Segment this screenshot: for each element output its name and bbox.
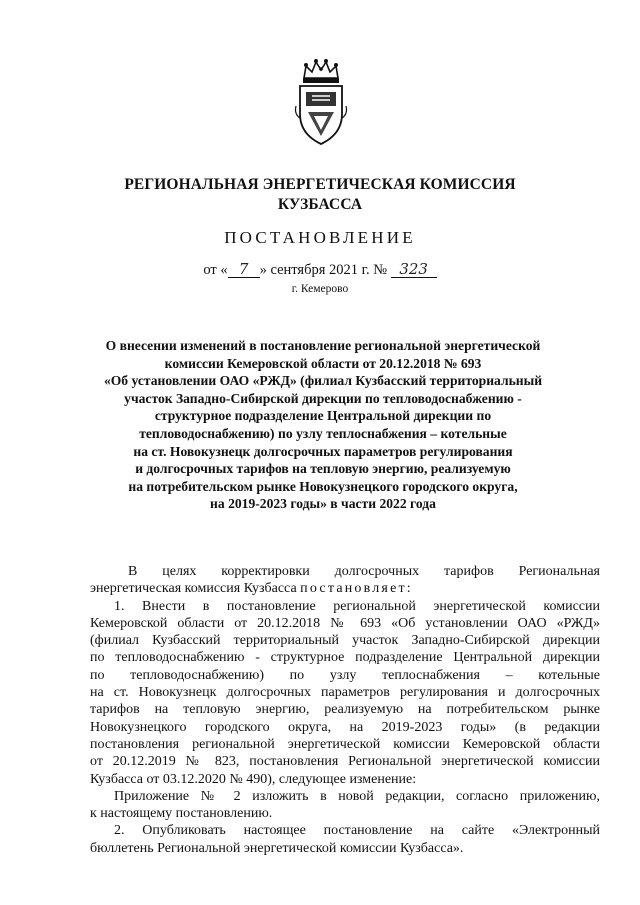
paragraph-1-line: по тепловодоснабжению - структурное подразделение Центральной дирекции	[90, 650, 600, 666]
org-line-2: КУЗБАССА	[277, 196, 363, 213]
subject-line: на потребительском рынке Новокузнецкого городского округа,	[128, 478, 518, 494]
kuzbass-coat-of-arms-icon	[292, 56, 350, 152]
paragraph-2-line: 2. Опубликовать настоящее постановление на сайте «Электронный	[114, 823, 600, 839]
paragraph-1-line: Кемеровской области от 20.12.2018 № 693 «Об установлении ОАО «РЖД»	[90, 615, 600, 631]
paragraph-1-line: 1. Внести в постановление региональной энергетической комиссии	[114, 598, 600, 614]
subject-line: структурное подразделение Центральной дирекции по	[154, 408, 492, 424]
paragraph-1-line: Новокузнецкого городского округа, на 2019-2023 годы» (в редакции	[90, 719, 600, 735]
paragraph-1-sub-line: Приложение № 2 изложить в новой редакции, согласно приложению,	[114, 788, 600, 804]
intro-line: В целях корректировки долгосрочных тарифов Региональная	[128, 564, 600, 579]
handwritten-day: 7	[228, 262, 260, 278]
intro-line-2	[90, 580, 600, 597]
subject-line: на 2019-2023 годы» в части 2022 года	[210, 496, 436, 512]
org-line-1: РЕГИОНАЛЬНАЯ ЭНЕРГЕТИЧЕСКАЯ КОМИССИЯ	[124, 176, 516, 193]
organization-title	[120, 175, 520, 215]
paragraph-1-line: на ст. Новокузнецк долгосрочных параметров регулирования и долгосрочных	[90, 685, 600, 701]
subject-line: О внесении изменений в постановление региональной энергетической	[105, 338, 541, 353]
subject-line: участок Западно-Сибирской дирекции по тепловодоснабжению -	[124, 390, 522, 406]
date-prefix: от «	[203, 262, 228, 278]
subject-line: и долгосрочных тарифов на тепловую энергию, реализуемую	[135, 461, 511, 477]
date-mid: » сентября 2021 г. №	[259, 262, 388, 278]
document-subject	[84, 337, 562, 513]
document-type: ПОСТАНОВЛЕНИЕ	[224, 228, 416, 247]
paragraph-1-line: постановления региональной энергетической комиссии Кемеровской области	[90, 736, 600, 752]
intro-text: энергетическая комиссия Кузбасса	[90, 581, 297, 597]
paragraph-1-line: Кузбасса от 03.12.2020 № 490), следующее изменение:	[90, 771, 417, 787]
document-body	[90, 563, 600, 857]
decree-word: постановляет:	[300, 581, 413, 597]
paragraph-1-line: тарифов на тепловую энергию, реализуемую на потребительском рынке	[90, 702, 600, 718]
subject-line: комиссии Кемеровской области от 20.12.2018 № 693	[164, 355, 482, 371]
paragraph-2-line: бюллетень Региональной энергетической комиссии Кузбасса».	[90, 840, 464, 856]
date-line	[120, 262, 520, 279]
paragraph-1-line: (филиал Кузбасский территориальный участок Западно-Сибирской дирекции	[90, 633, 600, 649]
subject-line: «Об установлении ОАО «РЖД» (филиал Кузбасский территориальный	[103, 373, 543, 389]
handwritten-doc-number: 323	[391, 262, 437, 278]
subject-line: на ст. Новокузнецк долгосрочных параметров регулирования	[133, 443, 513, 459]
paragraph-1-line: от 20.12.2019 № 823, постановления Региональной энергетической комиссии	[90, 754, 600, 770]
city: г. Кемерово	[291, 283, 349, 295]
paragraph-1-line: по тепловодоснабжению) по узлу теплоснабжения – котельные	[90, 667, 600, 683]
subject-line: тепловодоснабжению) по узлу теплоснабжения – котельные	[139, 425, 507, 441]
paragraph-1-sub-line: к настоящему постановлению.	[90, 806, 273, 822]
